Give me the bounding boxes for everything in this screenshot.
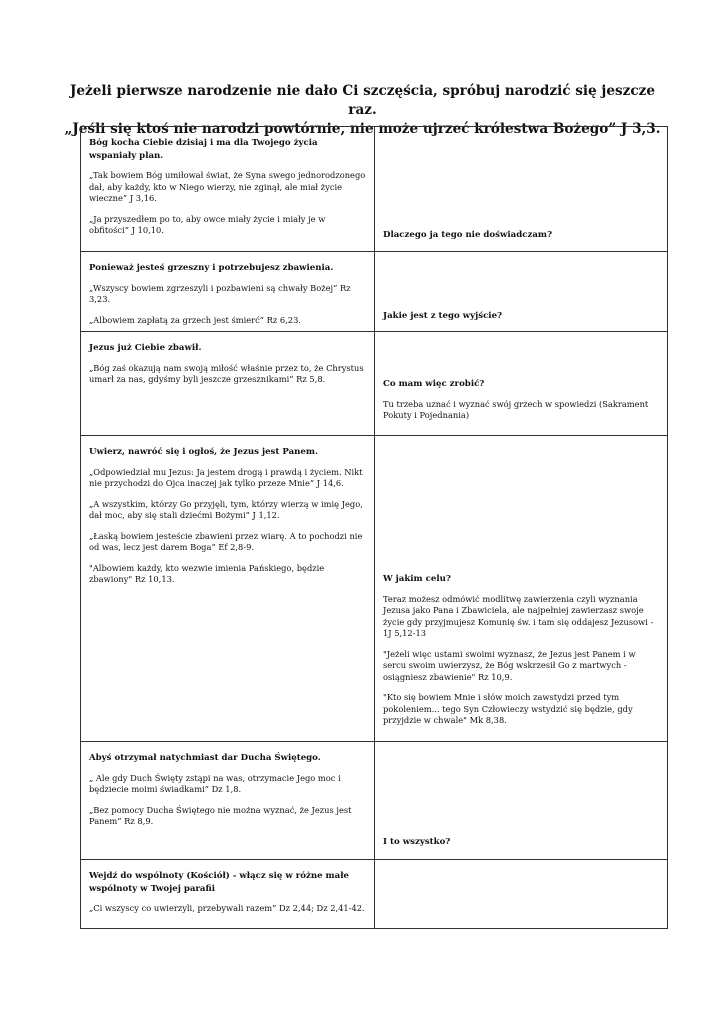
quote-text: „ Ale gdy Duch Święty zstąpi na was, otrzymacie Jego moc i będziecie moimi świadkami” Dz 1,8. xyxy=(89,772,341,794)
left-cell xyxy=(81,860,375,928)
right-cell xyxy=(375,252,667,331)
title-line-1: Jeżeli pierwsze narodzenie nie dało Ci szczęścia, spróbuj narodzić się jeszcze raz. xyxy=(69,83,656,118)
row-question: I to wszystko? xyxy=(383,837,451,847)
quote-text: „Tak bowiem Bóg umiłował świat, że Syna swego jednorodzonego dał, aby każdy, kto w Niego wierzy, nie zginął, ale miał życie wieczne” J 3,16. xyxy=(89,170,366,203)
answer-text: Teraz możesz odmówić modlitwę zawierzenia czyli wyznania Jezusa jako Pana i Zbawiciela, ale najpełniej zawierzasz swoje życie gdy przyjmujesz Komunię św. i tam się oddajesz Jezusowi - 1J 5,12-13 xyxy=(383,593,654,638)
table-row xyxy=(81,860,667,928)
row-question: Jakie jest z tego wyjście? xyxy=(383,311,503,321)
row-heading: Uwierz, nawróć się i ogłoś, że Jezus jest Panem. xyxy=(89,447,318,457)
title-line-2: „Jeśli się ktoś nie narodzi powtórnie, nie może ujrzeć królestwa Bożego” J 3,3. xyxy=(64,121,661,137)
table-row xyxy=(81,127,667,252)
quote-text: "Albowiem każdy, kto wezwie imienia Pańskiego, będzie zbawiony" Rz 10,13. xyxy=(89,562,325,584)
table-row xyxy=(81,436,667,742)
row-question: Dlaczego ja tego nie doświadczam? xyxy=(383,230,553,240)
row-question: Co mam więc zrobić? xyxy=(383,379,485,389)
quote-text: „Bez pomocy Ducha Świętego nie można wyznać, że Jezus jest Panem” Rz 8,9. xyxy=(89,804,352,826)
row-heading: Jezus już Ciebie zbawił. xyxy=(89,343,202,353)
answer-text: "Kto się bowiem Mnie i słów moich zawstydzi przed tym pokoleniem... tego Syn Człowieczy wstydzić się będzie, gdy przyjdzie w chwale" Mk 8,38. xyxy=(383,692,633,725)
quote-text: „Ci wszyscy co uwierzyli, przebywali razem” Dz 2,44; Dz 2,41-42. xyxy=(89,903,365,913)
quote-text: „Łaską bowiem jesteście zbawieni przez wiarę. A to pochodzi nie od was, lecz jest darem Boga” Ef 2,8-9. xyxy=(89,530,363,552)
quote-text: „Albowiem zapłatą za grzech jest śmierć” Rz 6,23. xyxy=(89,314,302,325)
right-cell xyxy=(375,436,667,741)
answer-text: "Jeżeli więc ustami swoimi wyznasz, że Jezus jest Panem i w sercu swoim uwierzysz, że Bóg wskrzesił Go z martwych - osiągniesz zbawienie" Rz 10,9. xyxy=(383,648,636,682)
quote-text: „Ja przyszedłem po to, aby owce miały życie i miały je w obfitości” J 10,10. xyxy=(89,213,326,235)
quote-text: „A wszystkim, którzy Go przyjęli, tym, którzy wierzą w imię Jego, dał moc, aby się stali dziećmi Bożymi” J 1,12. xyxy=(89,498,363,520)
left-cell xyxy=(81,742,375,859)
right-cell xyxy=(375,332,667,435)
table-row xyxy=(81,742,667,860)
row-heading: Wejdź do wspólnoty (Kościół) - włącz się w różne małe wspólnoty w Twojej parafii xyxy=(89,871,349,894)
table-row xyxy=(81,332,667,436)
right-cell xyxy=(375,127,667,251)
quote-text: „Odpowiedział mu Jezus: Ja jestem drogą i prawdą i życiem. Nikt nie przychodzi do Ojca inaczej jak tylko przeze Mnie” J 14,6. xyxy=(89,466,363,488)
right-cell xyxy=(375,860,667,928)
table-row xyxy=(81,252,667,332)
quote-text: „Bóg zaś okazują nam swoją miłość właśnie przez to, że Chrystus umarł za nas, gdyśmy byli jeszcze grzesznikami” Rz 5,8. xyxy=(89,362,364,384)
row-heading: Ponieważ jesteś grzeszny i potrzebujesz zbawienia. xyxy=(89,263,334,273)
left-cell xyxy=(81,332,375,435)
row-heading: Bóg kocha Ciebie dzisiaj i ma dla Twojego życia wspaniały plan. xyxy=(89,138,318,161)
left-cell xyxy=(81,252,375,331)
content-table xyxy=(80,126,668,929)
row-heading: Abyś otrzymał natychmiast dar Ducha Świętego. xyxy=(89,753,321,763)
left-cell xyxy=(81,127,375,251)
right-cell xyxy=(375,742,667,859)
answer-text: Tu trzeba uznać i wyznać swój grzech w spowiedzi (Sakrament Pokuty i Pojednania) xyxy=(383,398,649,420)
left-cell xyxy=(81,436,375,741)
row-question: W jakim celu? xyxy=(383,574,451,584)
quote-text: „Wszyscy bowiem zgrzeszyli i pozbawieni są chwały Bożej” Rz 3,23. xyxy=(89,282,351,304)
